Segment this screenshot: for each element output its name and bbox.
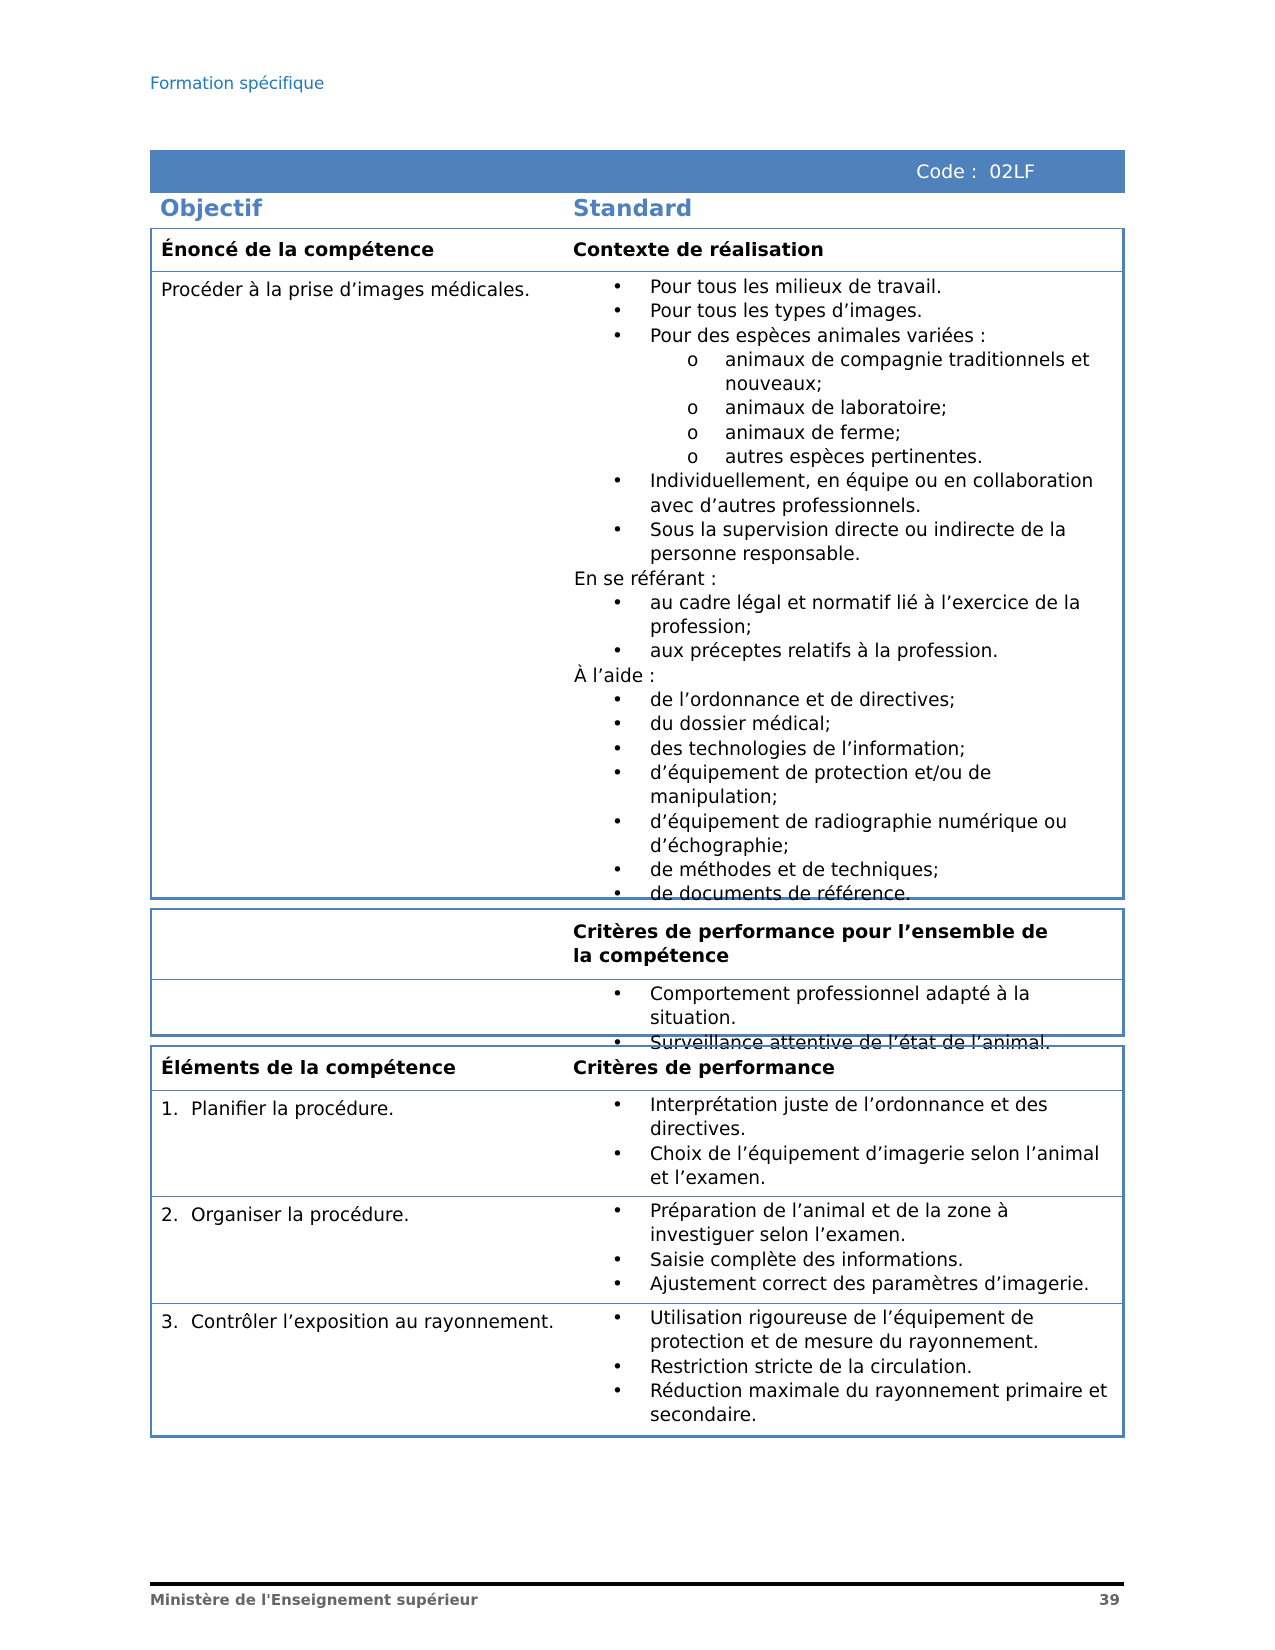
table-row xyxy=(152,272,1122,906)
element-number: 3. xyxy=(161,1312,179,1333)
statement-context-table xyxy=(150,228,1125,906)
list-item: • Surveillance attentive de l’état de l’animal. xyxy=(574,1032,1114,1056)
list-item: • Interprétation juste de l’ordonnance et des directives. xyxy=(574,1094,1114,1143)
table-header-row xyxy=(152,229,1122,272)
list-item: • Préparation de l’animal et de la zone à investiguer selon l’examen. xyxy=(574,1200,1114,1249)
element-item xyxy=(161,1204,561,1228)
overall-criteria-header: Critères de performance pour l’ensemble de la compétence xyxy=(573,921,1048,967)
code-label: Code : xyxy=(916,161,978,183)
element-item xyxy=(161,1098,561,1122)
list-item: • Utilisation rigoureuse de l’équipement de protection et de mesure du rayonnement. xyxy=(574,1307,1114,1356)
sub-list-item: o animaux de compagnie traditionnels et nouveaux; xyxy=(574,349,1114,398)
list-item: • Réduction maximale du rayonnement primaire et secondaire. xyxy=(574,1380,1114,1429)
list-item: • Sous la supervision directe ou indirecte de la personne responsable. xyxy=(574,519,1114,568)
list-item: • du dossier médical; xyxy=(574,713,1114,737)
list-item: • au cadre légal et normatif lié à l’exercice de la profession; xyxy=(574,592,1114,641)
list-item: • Individuellement, en équipe ou en collaboration avec d’autres professionnels. xyxy=(574,470,1114,519)
list-item: • de documents de référence. xyxy=(574,883,1114,907)
list-item: • de l’ordonnance et de directives; xyxy=(574,689,1114,713)
list-item: • aux préceptes relatifs à la profession. xyxy=(574,640,1114,664)
list-item: • Restriction stricte de la circulation. xyxy=(574,1356,1114,1380)
competency-statement: Procéder à la prise d’images médicales. xyxy=(161,280,531,301)
list-item: • des technologies de l’information; xyxy=(574,738,1114,762)
context-header: Contexte de réalisation xyxy=(573,239,824,261)
element-text: Contrôler l’exposition au rayonnement. xyxy=(191,1312,555,1333)
list-item: • Saisie complète des informations. xyxy=(574,1249,1114,1273)
running-header: Formation spécifique xyxy=(150,74,325,94)
objectif-heading: Objectif xyxy=(160,196,263,222)
footer-rule xyxy=(150,1582,1124,1586)
list-item: • Ajustement correct des paramètres d’imagerie. xyxy=(574,1273,1114,1297)
criteria-list xyxy=(574,1200,1114,1297)
table-header-row xyxy=(152,910,1122,980)
code-bar xyxy=(150,150,1125,193)
element-item xyxy=(161,1311,561,1335)
list-item: • Choix de l’équipement d’imagerie selon l’animal et l’examen. xyxy=(574,1143,1114,1192)
sub-list-item: o animaux de laboratoire; xyxy=(574,397,1114,421)
sub-list-item: o animaux de ferme; xyxy=(574,422,1114,446)
criteria-list xyxy=(574,1094,1114,1191)
page-number: 39 xyxy=(1099,1591,1120,1609)
table-row xyxy=(152,1304,1122,1435)
table-row xyxy=(152,1197,1122,1304)
table-header-row xyxy=(152,1047,1122,1091)
list-item: • Pour tous les milieux de travail. xyxy=(574,276,1114,300)
context-list xyxy=(574,276,1114,908)
criteria-list xyxy=(574,1307,1114,1428)
sub-list-item: o autres espèces pertinentes. xyxy=(574,446,1114,470)
footer-publisher: Ministère de l'Enseignement supérieur xyxy=(150,1591,478,1609)
element-number: 2. xyxy=(161,1205,179,1226)
list-item: • Pour des espèces animales variées : xyxy=(574,325,1114,349)
overall-criteria-table xyxy=(150,908,1125,1054)
list-subheading: En se référant : xyxy=(574,568,717,590)
element-text: Planifier la procédure. xyxy=(191,1099,395,1120)
element-text: Organiser la procédure. xyxy=(191,1205,410,1226)
standard-heading: Standard xyxy=(573,196,693,222)
list-item: • Comportement professionnel adapté à la situation. xyxy=(574,983,1114,1032)
code-value: 02LF xyxy=(989,161,1035,183)
statement-header: Énoncé de la compétence xyxy=(161,239,435,261)
table-row xyxy=(152,1091,1122,1197)
competency-code xyxy=(916,161,1035,183)
list-subheading: À l’aide : xyxy=(574,665,656,687)
list-item: • d’équipement de radiographie numérique ou d’échographie; xyxy=(574,811,1114,860)
table-row xyxy=(152,980,1122,1054)
list-item: • de méthodes et de techniques; xyxy=(574,859,1114,883)
criteria-header: Critères de performance xyxy=(573,1057,835,1079)
elements-criteria-table xyxy=(150,1045,1125,1438)
element-number: 1. xyxy=(161,1099,179,1120)
list-item: • d’équipement de protection et/ou de manipulation; xyxy=(574,762,1114,811)
list-item: • Pour tous les types d’images. xyxy=(574,300,1114,324)
elements-header: Éléments de la compétence xyxy=(161,1057,456,1079)
